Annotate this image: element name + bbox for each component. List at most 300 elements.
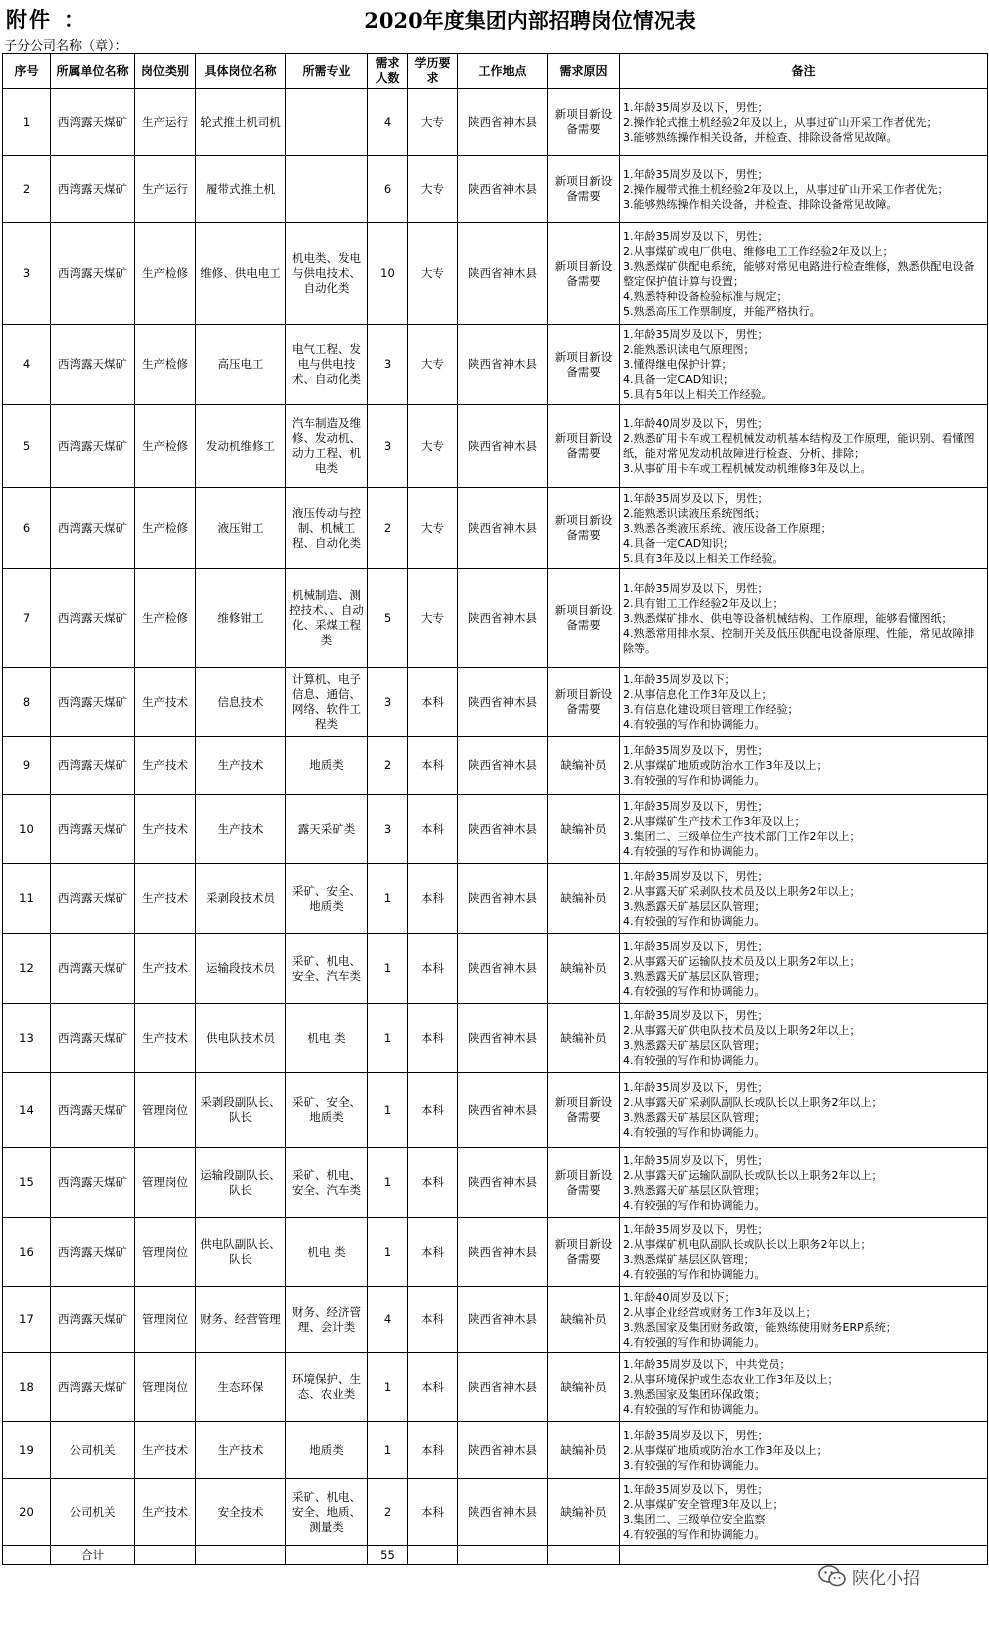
- cell-edu: 本科: [408, 1218, 458, 1287]
- note-line: 2.能熟悉识读电气原理图；: [623, 343, 755, 356]
- note-line: 2.从事环境保护或生态农业工作3年及以上；: [623, 1373, 839, 1386]
- cell-count: 6: [368, 156, 408, 223]
- cell-category: 生产检修: [135, 405, 196, 488]
- cell-major: 机电 类: [286, 1218, 368, 1287]
- cell-category: 生产检修: [135, 223, 196, 325]
- note-line: 2.具有钳工工作经验2年及以上；: [623, 596, 784, 610]
- cell-notes: [620, 156, 988, 223]
- cell-count: 4: [368, 89, 408, 156]
- cell-reason: 缺编补员: [548, 1287, 620, 1353]
- cell-position: 采剥段副队长、队长: [196, 1073, 286, 1148]
- note-line: 2.从事露天矿采剥队副队长或队长以上职务2年以上；: [623, 1096, 883, 1109]
- note-line: 2.从事露天矿运输队副队长或队长以上职务2年以上；: [623, 1168, 883, 1182]
- cell-notes: [620, 1073, 988, 1148]
- cell-edu: 大专: [408, 89, 458, 156]
- note-line: 2.从事煤矿生产技术工作3年及以上；: [623, 815, 806, 828]
- cell-unit: 西湾露天煤矿: [51, 1004, 135, 1073]
- note-line: 2.从事煤矿或电厂供电、维修电工工作经验2年及以上；: [623, 244, 894, 258]
- note-line: 1.年龄35周岁及以下，男性；: [623, 491, 769, 505]
- cell-count: 3: [368, 325, 408, 405]
- cell-position: 安全技术: [196, 1479, 286, 1546]
- note-line: 3.熟悉国家及集团环保政策；: [623, 1388, 766, 1401]
- cell-notes: [620, 1353, 988, 1422]
- cell-location: 陕西省神木县: [458, 864, 548, 934]
- cell-major: [286, 156, 368, 223]
- cell-major: 露天采矿类: [286, 795, 368, 864]
- cell-unit: 西湾露天煤矿: [51, 1148, 135, 1218]
- note-line: 3.有较强的写作和协调能力。: [623, 1458, 766, 1472]
- cell-position: 信息技术: [196, 668, 286, 737]
- note-line: 1.年龄35周岁及以下，男性；: [623, 1081, 769, 1094]
- cell-no: 6: [3, 488, 51, 569]
- note-line: 2.能熟悉识读液压系统图纸；: [623, 506, 766, 520]
- cell-location: 陕西省神木县: [458, 1422, 548, 1479]
- cell-no: 4: [3, 325, 51, 405]
- page-title: 2020年度集团内部招聘岗位情况表: [364, 8, 696, 33]
- cell-notes: [620, 569, 988, 668]
- watermark-text: 陕化小招: [852, 1568, 920, 1589]
- note-line: 3.熟悉露天矿基层区队管理；: [623, 969, 766, 983]
- column-header: 需求原因: [548, 54, 620, 89]
- note-line: 4.有较强的写作和协调能力。: [623, 1335, 766, 1349]
- cell-category: 生产运行: [135, 156, 196, 223]
- cell-category: 生产技术: [135, 1004, 196, 1073]
- cell-major: 机械制造、测控技术、、自动化、采煤工程类: [286, 569, 368, 668]
- note-line: 4.具备一定CAD知识；: [623, 373, 735, 386]
- note-line: 3.懂得继电保护计算；: [623, 358, 733, 371]
- note-line: 4.有较强的写作和协调能力。: [623, 1268, 766, 1281]
- note-line: 3.集团二、三级单位安全监察: [623, 1513, 766, 1526]
- table-row: [3, 668, 988, 737]
- cell-no: 7: [3, 569, 51, 668]
- cell-notes: [620, 1004, 988, 1073]
- note-line: 3.熟悉各类液压系统、液压设备工作原理；: [623, 521, 832, 535]
- column-header: 所属单位名称: [51, 54, 135, 89]
- cell-major: 液压传动与控制、机械工程、自动化类: [286, 488, 368, 569]
- note-line: 2.从事信息化工作3年及以上；: [623, 688, 773, 701]
- title-row: [0, 0, 989, 36]
- cell-edu: 大专: [408, 156, 458, 223]
- total-count: 55: [368, 1546, 408, 1565]
- note-line: 4.熟悉特种设备检验标准与规定；: [623, 289, 788, 303]
- cell-edu: 本科: [408, 737, 458, 795]
- cell-location: 陕西省神木县: [458, 1479, 548, 1546]
- note-line: 1.年龄35周岁及以下，男性；: [623, 581, 769, 595]
- table-row: [3, 737, 988, 795]
- note-line: 3.熟悉露天矿基层区队管理；: [623, 1183, 766, 1197]
- note-line: 3.从事矿用卡车或工程机械发动机维修3年及以上。: [623, 462, 872, 475]
- cell-position: 生态环保: [196, 1353, 286, 1422]
- cell-no: 8: [3, 668, 51, 737]
- table-row: [3, 1287, 988, 1353]
- column-header: 序号: [3, 54, 51, 89]
- cell-position: 履带式推土机: [196, 156, 286, 223]
- cell-location: 陕西省神木县: [458, 156, 548, 223]
- note-line: 3.熟悉煤矿供配电系统，能够对常见电路进行检查维修，熟悉供配电设备整定保护值计算与设置；: [623, 259, 975, 288]
- note-line: 1.年龄35周岁及以下，男性；: [623, 869, 769, 883]
- note-line: 2.熟悉矿用卡车或工程机械发动机基本结构及工作原理，能识别、看懂图纸，能对常见发动机故障进行检查、分析、排除；: [623, 432, 975, 460]
- cell-category: 生产技术: [135, 737, 196, 795]
- cell-unit: 公司机关: [51, 1422, 135, 1479]
- cell-no: 17: [3, 1287, 51, 1353]
- cell-count: 3: [368, 405, 408, 488]
- table-row: [3, 569, 988, 668]
- table-row: [3, 1218, 988, 1287]
- note-line: 1.年龄35周岁及以下，男性；: [623, 1009, 769, 1022]
- cell-unit: 西湾露天煤矿: [51, 569, 135, 668]
- column-header: 所需专业: [286, 54, 368, 89]
- note-line: 1.年龄35周岁及以下，男性；: [623, 167, 769, 181]
- cell-unit: 西湾露天煤矿: [51, 934, 135, 1004]
- cell-reason: 缺编补员: [548, 934, 620, 1004]
- cell-edu: 大专: [408, 223, 458, 325]
- cell-count: 3: [368, 795, 408, 864]
- column-header: 备注: [620, 54, 988, 89]
- cell-reason: 新项目新设备需要: [548, 1218, 620, 1287]
- cell-location: 陕西省神木县: [458, 1353, 548, 1422]
- cell-notes: [620, 223, 988, 325]
- cell-location: 陕西省神木县: [458, 737, 548, 795]
- note-line: 1.年龄35周岁及以下，男性；: [623, 1223, 769, 1236]
- cell-unit: 西湾露天煤矿: [51, 325, 135, 405]
- table-row: [3, 488, 988, 569]
- note-line: 4.具备一定CAD知识；: [623, 536, 735, 550]
- note-line: 4.有较强的写作和协调能力。: [623, 1054, 766, 1067]
- cell-category: 生产检修: [135, 325, 196, 405]
- note-line: 2.从事煤矿地质或防治水工作3年及以上；: [623, 1443, 828, 1457]
- cell-unit: 西湾露天煤矿: [51, 156, 135, 223]
- cell-reason: 新项目新设备需要: [548, 1148, 620, 1218]
- cell-edu: 本科: [408, 1353, 458, 1422]
- total-empty-cell: [408, 1546, 458, 1565]
- cell-major: 计算机、电子信息、通信、网络、软件工程类: [286, 668, 368, 737]
- note-line: 1.年龄35周岁及以下，男性；: [623, 100, 769, 114]
- cell-category: 管理岗位: [135, 1287, 196, 1353]
- cell-edu: 本科: [408, 1148, 458, 1218]
- table-row: [3, 1479, 988, 1546]
- cell-count: 5: [368, 569, 408, 668]
- note-line: 1.年龄35周岁及以下，男性；: [623, 1483, 769, 1496]
- table-row: [3, 156, 988, 223]
- cell-location: 陕西省神木县: [458, 405, 548, 488]
- annex-label: 附件: [6, 8, 52, 32]
- cell-position: 运输段技术员: [196, 934, 286, 1004]
- cell-position: 供电队技术员: [196, 1004, 286, 1073]
- cell-category: 管理岗位: [135, 1148, 196, 1218]
- note-line: 4.有较强的写作和协调能力。: [623, 1528, 766, 1541]
- cell-count: 3: [368, 668, 408, 737]
- table-row: [3, 795, 988, 864]
- cell-reason: 缺编补员: [548, 1422, 620, 1479]
- cell-notes: [620, 325, 988, 405]
- cell-position: 生产技术: [196, 795, 286, 864]
- cell-category: 管理岗位: [135, 1353, 196, 1422]
- note-line: 5.具有5年以上相关工作经验。: [623, 388, 773, 401]
- cell-unit: 西湾露天煤矿: [51, 1353, 135, 1422]
- cell-major: 电气工程、发电与供电技术、自动化类: [286, 325, 368, 405]
- cell-reason: 新项目新设备需要: [548, 1073, 620, 1148]
- cell-no: 1: [3, 89, 51, 156]
- cell-edu: 本科: [408, 1287, 458, 1353]
- note-line: 4.有较强的写作和协调能力。: [623, 914, 766, 928]
- column-header: 需求人数: [368, 54, 408, 89]
- cell-edu: 本科: [408, 864, 458, 934]
- note-line: 2.从事煤矿地质或防治水工作3年及以上；: [623, 759, 828, 772]
- note-line: 3.熟悉露天矿基层区队管理；: [623, 1039, 766, 1052]
- cell-edu: 本科: [408, 668, 458, 737]
- note-line: 5.具有3年及以上相关工作经验。: [623, 551, 784, 565]
- cell-location: 陕西省神木县: [458, 325, 548, 405]
- note-line: 1.年龄35周岁及以下；: [623, 673, 736, 686]
- table-row: [3, 1073, 988, 1148]
- note-line: 4.有较强的写作和协调能力。: [623, 984, 766, 998]
- annex-colon: ：: [64, 8, 85, 32]
- cell-reason: 缺编补员: [548, 1004, 620, 1073]
- cell-notes: [620, 795, 988, 864]
- cell-unit: 西湾露天煤矿: [51, 1287, 135, 1353]
- cell-location: 陕西省神木县: [458, 1218, 548, 1287]
- cell-notes: [620, 1148, 988, 1218]
- cell-category: 生产运行: [135, 89, 196, 156]
- cell-notes: [620, 864, 988, 934]
- cell-reason: 缺编补员: [548, 737, 620, 795]
- cell-reason: 新项目新设备需要: [548, 488, 620, 569]
- note-line: 3.能够熟练操作相关设备，并检查、排除设备常见故障。: [623, 130, 898, 144]
- table-row: [3, 89, 988, 156]
- cell-reason: 新项目新设备需要: [548, 156, 620, 223]
- cell-notes: [620, 934, 988, 1004]
- cell-position: 维修钳工: [196, 569, 286, 668]
- cell-count: 2: [368, 1479, 408, 1546]
- cell-count: 4: [368, 1287, 408, 1353]
- cell-count: 1: [368, 934, 408, 1004]
- cell-count: 1: [368, 1004, 408, 1073]
- cell-notes: [620, 1422, 988, 1479]
- cell-category: 生产技术: [135, 668, 196, 737]
- cell-position: 发动机维修工: [196, 405, 286, 488]
- note-line: 2.操作履带式推土机经验2年及以上，从事过矿山开采工作者优先；: [623, 182, 949, 196]
- cell-no: 10: [3, 795, 51, 864]
- cell-count: 1: [368, 1218, 408, 1287]
- cell-major: 环境保护、生态、农业类: [286, 1353, 368, 1422]
- note-line: 1.年龄35周岁及以下，男性；: [623, 939, 769, 953]
- cell-location: 陕西省神木县: [458, 1004, 548, 1073]
- cell-reason: 缺编补员: [548, 1479, 620, 1546]
- table-row: [3, 1422, 988, 1479]
- note-line: 4.有较强的写作和协调能力。: [623, 1198, 766, 1212]
- cell-reason: 新项目新设备需要: [548, 223, 620, 325]
- note-line: 3.熟悉煤矿排水、供电等设备机械结构、工作原理，能够看懂图纸；: [623, 611, 953, 625]
- cell-no: 13: [3, 1004, 51, 1073]
- cell-unit: 西湾露天煤矿: [51, 488, 135, 569]
- cell-edu: 大专: [408, 405, 458, 488]
- cell-position: 财务、经营管理: [196, 1287, 286, 1353]
- cell-edu: 本科: [408, 795, 458, 864]
- cell-position: 高压电工: [196, 325, 286, 405]
- cell-count: 1: [368, 1073, 408, 1148]
- cell-category: 生产技术: [135, 795, 196, 864]
- cell-count: 1: [368, 1148, 408, 1218]
- table-row: [3, 223, 988, 325]
- cell-location: 陕西省神木县: [458, 223, 548, 325]
- cell-no: 16: [3, 1218, 51, 1287]
- cell-category: 管理岗位: [135, 1218, 196, 1287]
- total-empty-cell: [135, 1546, 196, 1565]
- note-line: 4.有较强的写作和协调能力。: [623, 718, 766, 731]
- cell-unit: 西湾露天煤矿: [51, 223, 135, 325]
- table-row: [3, 1148, 988, 1218]
- total-empty-cell: [196, 1546, 286, 1565]
- note-line: 2.操作轮式推土机经验2年及以上，从事过矿山开采工作者优先；: [623, 115, 938, 129]
- note-line: 1.年龄35周岁及以下，男性；: [623, 800, 769, 813]
- cell-position: 运输段副队长、队长: [196, 1148, 286, 1218]
- table-row: [3, 1353, 988, 1422]
- cell-category: 生产技术: [135, 934, 196, 1004]
- table-row: [3, 864, 988, 934]
- cell-category: 管理岗位: [135, 1073, 196, 1148]
- total-empty-cell: [548, 1546, 620, 1565]
- table-body: [3, 89, 988, 1565]
- note-line: 2.从事露天矿采剥队技术员及以上职务2年以上；: [623, 884, 861, 898]
- cell-unit: 西湾露天煤矿: [51, 1218, 135, 1287]
- note-line: 2.从事煤矿安全管理3年及以上；: [623, 1498, 784, 1511]
- cell-major: 采矿、机电、安全、地质、测量类: [286, 1479, 368, 1546]
- cell-reason: 新项目新设备需要: [548, 89, 620, 156]
- cell-edu: 本科: [408, 1004, 458, 1073]
- cell-position: 维修、供电电工: [196, 223, 286, 325]
- cell-notes: [620, 405, 988, 488]
- cell-notes: [620, 89, 988, 156]
- note-line: 3.有信息化建设项目管理工作经验；: [623, 703, 799, 716]
- note-line: 4.有较强的写作和协调能力。: [623, 1403, 766, 1416]
- table-header-row: [3, 54, 988, 89]
- cell-edu: 大专: [408, 569, 458, 668]
- column-header: 工作地点: [458, 54, 548, 89]
- note-line: 3.能够熟练操作相关设备，并检查、排除设备常见故障。: [623, 197, 898, 211]
- cell-reason: 缺编补员: [548, 795, 620, 864]
- cell-location: 陕西省神木县: [458, 795, 548, 864]
- cell-location: 陕西省神木县: [458, 569, 548, 668]
- note-line: 4.有较强的写作和协调能力。: [623, 845, 766, 858]
- cell-unit: 公司机关: [51, 1479, 135, 1546]
- note-line: 3.集团二、三级单位生产技术部门工作2年以上；: [623, 830, 861, 843]
- cell-reason: 新项目新设备需要: [548, 668, 620, 737]
- cell-location: 陕西省神木县: [458, 1073, 548, 1148]
- cell-notes: [620, 1479, 988, 1546]
- note-line: 3.熟悉煤矿基层区队管理；: [623, 1253, 755, 1266]
- cell-position: 生产技术: [196, 1422, 286, 1479]
- note-line: 1.年龄40周岁及以下，男性；: [623, 417, 769, 430]
- cell-edu: 本科: [408, 934, 458, 1004]
- table-row: [3, 325, 988, 405]
- cell-major: 地质类: [286, 1422, 368, 1479]
- column-header: 岗位类别: [135, 54, 196, 89]
- cell-position: 轮式推土机司机: [196, 89, 286, 156]
- cell-location: 陕西省神木县: [458, 1287, 548, 1353]
- note-line: 1.年龄35周岁及以下，男性；: [623, 1153, 769, 1167]
- cell-no: 15: [3, 1148, 51, 1218]
- cell-location: 陕西省神木县: [458, 488, 548, 569]
- note-line: 3.有较强的写作和协调能力。: [623, 774, 766, 787]
- cell-major: 机电类、发电与供电技术、自动化类: [286, 223, 368, 325]
- cell-no: 12: [3, 934, 51, 1004]
- cell-location: 陕西省神木县: [458, 934, 548, 1004]
- note-line: 4.有较强的写作和协调能力。: [623, 1126, 766, 1139]
- cell-edu: 本科: [408, 1422, 458, 1479]
- note-line: 4.熟悉常用排水泵、控制开关及低压供配电设备原理、性能，常见故障排除等。: [623, 626, 975, 655]
- note-line: 1.年龄40周岁及以下；: [623, 1290, 736, 1304]
- cell-location: 陕西省神木县: [458, 668, 548, 737]
- cell-major: 采矿、机电、安全、汽车类: [286, 934, 368, 1004]
- cell-reason: 缺编补员: [548, 1353, 620, 1422]
- cell-count: 1: [368, 1422, 408, 1479]
- cell-unit: 西湾露天煤矿: [51, 668, 135, 737]
- recruitment-table: [2, 53, 988, 1565]
- table-row: [3, 1004, 988, 1073]
- cell-edu: 本科: [408, 1073, 458, 1148]
- cell-reason: 新项目新设备需要: [548, 569, 620, 668]
- note-line: 2.从事煤矿机电队副队长或队长以上职务2年以上；: [623, 1238, 872, 1251]
- cell-unit: 西湾露天煤矿: [51, 795, 135, 864]
- cell-edu: 大专: [408, 325, 458, 405]
- note-line: 2.从事露天矿供电队技术员及以上职务2年以上；: [623, 1024, 861, 1037]
- cell-category: 生产技术: [135, 1422, 196, 1479]
- cell-no: 5: [3, 405, 51, 488]
- cell-edu: 大专: [408, 488, 458, 569]
- note-line: 1.年龄35周岁及以下，中共党员；: [623, 1358, 791, 1371]
- cell-major: [286, 89, 368, 156]
- cell-no: 9: [3, 737, 51, 795]
- total-empty-cell: [3, 1546, 51, 1565]
- column-header: 学历要求: [408, 54, 458, 89]
- cell-unit: 西湾露天煤矿: [51, 737, 135, 795]
- note-line: 1.年龄35周岁及以下，男性；: [623, 744, 769, 757]
- company-label: 子分公司名称（章）：: [4, 39, 128, 54]
- total-empty-cell: [286, 1546, 368, 1565]
- cell-unit: 西湾露天煤矿: [51, 1073, 135, 1148]
- table-row: [3, 405, 988, 488]
- total-label: 合计: [51, 1546, 135, 1565]
- cell-edu: 本科: [408, 1479, 458, 1546]
- note-line: 3.熟悉露天矿基层区队管理；: [623, 1111, 766, 1124]
- cell-major: 采矿、安全、地质类: [286, 1073, 368, 1148]
- note-line: 2.从事企业经营或财务工作3年及以上；: [623, 1305, 817, 1319]
- cell-count: 2: [368, 737, 408, 795]
- total-empty-cell: [458, 1546, 548, 1565]
- note-line: 1.年龄35周岁及以下，男性；: [623, 1428, 769, 1442]
- cell-position: 采剥段技术员: [196, 864, 286, 934]
- cell-major: 汽车制造及维修、发动机、动力工程、机电类: [286, 405, 368, 488]
- cell-major: 采矿、机电、安全、汽车类: [286, 1148, 368, 1218]
- cell-major: 财务、经济管理、会计类: [286, 1287, 368, 1353]
- cell-unit: 西湾露天煤矿: [51, 864, 135, 934]
- cell-major: 采矿、安全、地质类: [286, 864, 368, 934]
- cell-no: 18: [3, 1353, 51, 1422]
- note-line: 3.熟悉国家及集团财务政策，能熟练使用财务ERP系统；: [623, 1320, 897, 1334]
- note-line: 2.从事露天矿运输队技术员及以上职务2年以上；: [623, 954, 861, 968]
- cell-category: 生产检修: [135, 569, 196, 668]
- cell-no: 3: [3, 223, 51, 325]
- cell-count: 2: [368, 488, 408, 569]
- cell-count: 1: [368, 1353, 408, 1422]
- cell-notes: [620, 1287, 988, 1353]
- wechat-icon: [818, 1565, 846, 1587]
- cell-reason: 新项目新设备需要: [548, 325, 620, 405]
- cell-position: 供电队副队长、队长: [196, 1218, 286, 1287]
- note-line: 1.年龄35周岁及以下，男性；: [623, 229, 769, 243]
- cell-no: 19: [3, 1422, 51, 1479]
- cell-notes: [620, 737, 988, 795]
